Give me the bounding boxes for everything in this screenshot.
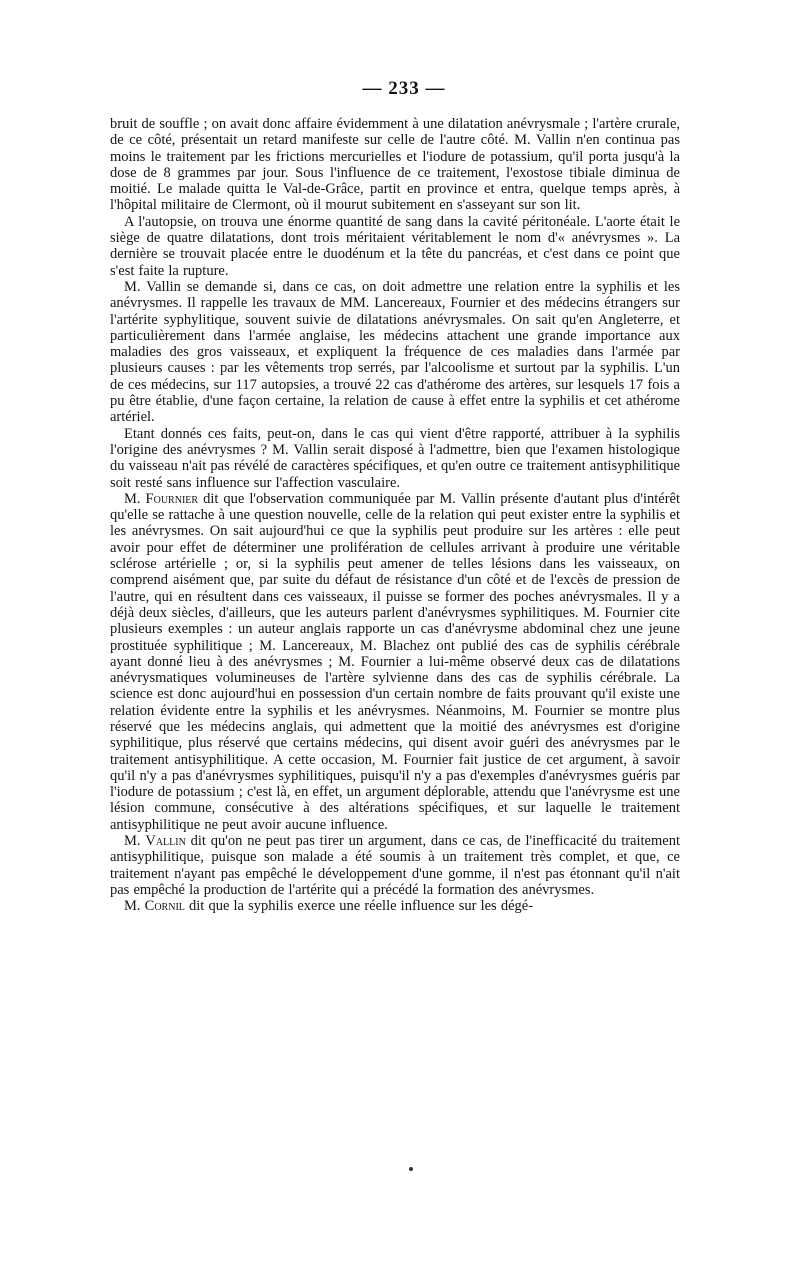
paragraph: [110, 491, 680, 833]
paragraph: [110, 898, 680, 914]
speaker-name: Fournier: [145, 490, 199, 507]
speaker-prefix: M.: [124, 898, 145, 915]
paragraph-text: M. Vallin se demande si, dans ce cas, on doit admettre une relation entre la syphilis et les anévrysmes. Il rappelle les travaux de MM. Lancereaux, Fournier et des médecins étrangers sur l'artérite syphylitique, souvent suivie de dilatations anévrysmales. On sait qu'en Angleterre, et particulièrement dans l'armée anglaise, les médecins attachent une grande importance aux maladies des gros vaisseaux, et expliquent la fréquence de ces maladies dans l'armée par plusieurs causes : par les vêtements trop serrés, par l'alcoolisme et surtout par la syphilis. L'un de ces médecins, sur 117 autopsies, a trouvé 22 cas d'athérome des artères, sur lesquels 17 fois a pu être établie, d'une façon certaine, la relation de cause à effet entre la syphilis et cet athérome artériel.: [110, 278, 680, 426]
paragraph-text: dit qu'on ne peut pas tirer un argument, dans ce cas, de l'inefficacité du traitement antisyphilitique, puisque son malade a été soumis à un traitement très complet, et que, ce traitement n'ayant pas empêché le développement d'une gomme, il n'est pas étonnant qu'il n'ait pas empêché la production de l'artérite qui a précédé la formation des anévrysmes.: [110, 833, 680, 898]
paragraph: [110, 833, 680, 898]
paragraph-text: bruit de souffle ; on avait donc affaire évidemment à une dilatation anévrysmale ; l'artère crurale, de ce côté, présentait un retard manifeste sur celle de l'autre côté. M. Vallin n'en continua pas moins le traitement par les frictions mercurielles et l'iodure de potassium, qu'il porta jusqu'à la dose de 8 grammes par jour. Sous l'influence de ce traitement, l'exostose tibiale diminua de moitié. Le malade quitta le Val-de-Grâce, partit en province et entra, quelque temps après, à l'hôpital militaire de Clermont, où il mourut subitement en s'asseyant sur son lit.: [110, 116, 681, 214]
print-mark: [409, 1167, 413, 1171]
paragraph-text: A l'autopsie, on trouva une énorme quantité de sang dans la cavité péritonéale. L'aorte était le siège de quatre dilatations, dont trois méritaient véritablement le nom d'« anévrysmes ». La dernière se trouvait placée entre le duodénum et la tête du pancréas, et c'est dans ce point que s'est faite la rupture.: [110, 213, 680, 279]
paragraph-text: Etant donnés ces faits, peut-on, dans le cas qui vient d'être rapporté, attribuer à la syphilis l'origine des anévrysmes ? M. Vallin serait disposé à l'admettre, bien que l'examen histologique du vaisseau n'ait pas révélé de caractères spécifiques, et qu'en outre ce traitement antisyphilitique soit resté sans influence sur l'affection vasculaire.: [110, 425, 680, 491]
paragraph: [110, 426, 680, 491]
speaker-prefix: M.: [124, 833, 146, 850]
paragraph: [110, 116, 680, 214]
document-page: [110, 78, 680, 915]
speaker-name: Vallin: [145, 833, 186, 850]
page-number: — 233 —: [362, 78, 446, 99]
paragraph: [110, 214, 680, 279]
paragraph-text: dit que la syphilis exerce une réelle influence sur les dégé-: [189, 898, 534, 915]
speaker-name: Cornil: [144, 898, 185, 915]
paragraph: [110, 279, 680, 426]
speaker-prefix: M.: [124, 490, 146, 507]
paragraph-text: dit que l'observation communiquée par M. Vallin présente d'autant plus d'intérêt qu'elle se rattache à une question nouvelle, celle de la relation qui peut exister entre la syphilis et les anévrysmes. On sait aujourd'hui ce que la syphilis peut produire sur les artères : elle peut avoir pour effet de déterminer une prolifération de cellules arrivant à produire une véritable sclérose artérielle ; or, si la syphilis peut amener de telles lésions dans les vaisseaux, on comprend aisément que, par suite du défaut de résistance d'un côté et de l'excès de pression de l'autre, qui en résultent dans ces vaisseaux, il puisse se former des poches anévrysmales. Il y a déjà deux siècles, d'ailleurs, que les auteurs parlent d'anévrysmes syphilitiques. M. Fournier cite plusieurs exemples : un auteur anglais rapporte un cas d'anévrysme abdominal chez une jeune prostituée syphilitique ; M. Lancereaux, M. Blachez ont publié des cas de syphilis cérébrale ayant donné lieu à des anévrysmes ; M. Fournier a lui-même observé deux cas de dilatations anévrysmatiques volumineuses de l'artère sylvienne dans des cas de syphilis cérébrale. La science est donc aujourd'hui en possession d'un certain nombre de faits prouvant qu'il existe une relation évidente entre la syphilis et les anévrysmes. Néanmoins, M. Fournier se montre plus réservé que les médecins anglais, qui admettent que la moitié des anévrysmes est d'origine syphilitique, plus réservé que certains médecins, qui disent avoir guéri des anévrysmes par le traitement antisyphilitique. A cette occasion, M. Fournier fait justice de cet argument, à savoir qu'il n'y a pas d'anévrysmes syphilitiques, puisqu'il n'y a pas d'exemples d'anévrysmes guéris par l'iodure de potassium ; c'est là, en effet, un argument déplorable, attendu que l'anévrysme est une lésion commune, consécutive à des altérations spécifiques, et sur laquelle le traitement antisyphilitique ne peut avoir aucune influence.: [110, 490, 680, 833]
